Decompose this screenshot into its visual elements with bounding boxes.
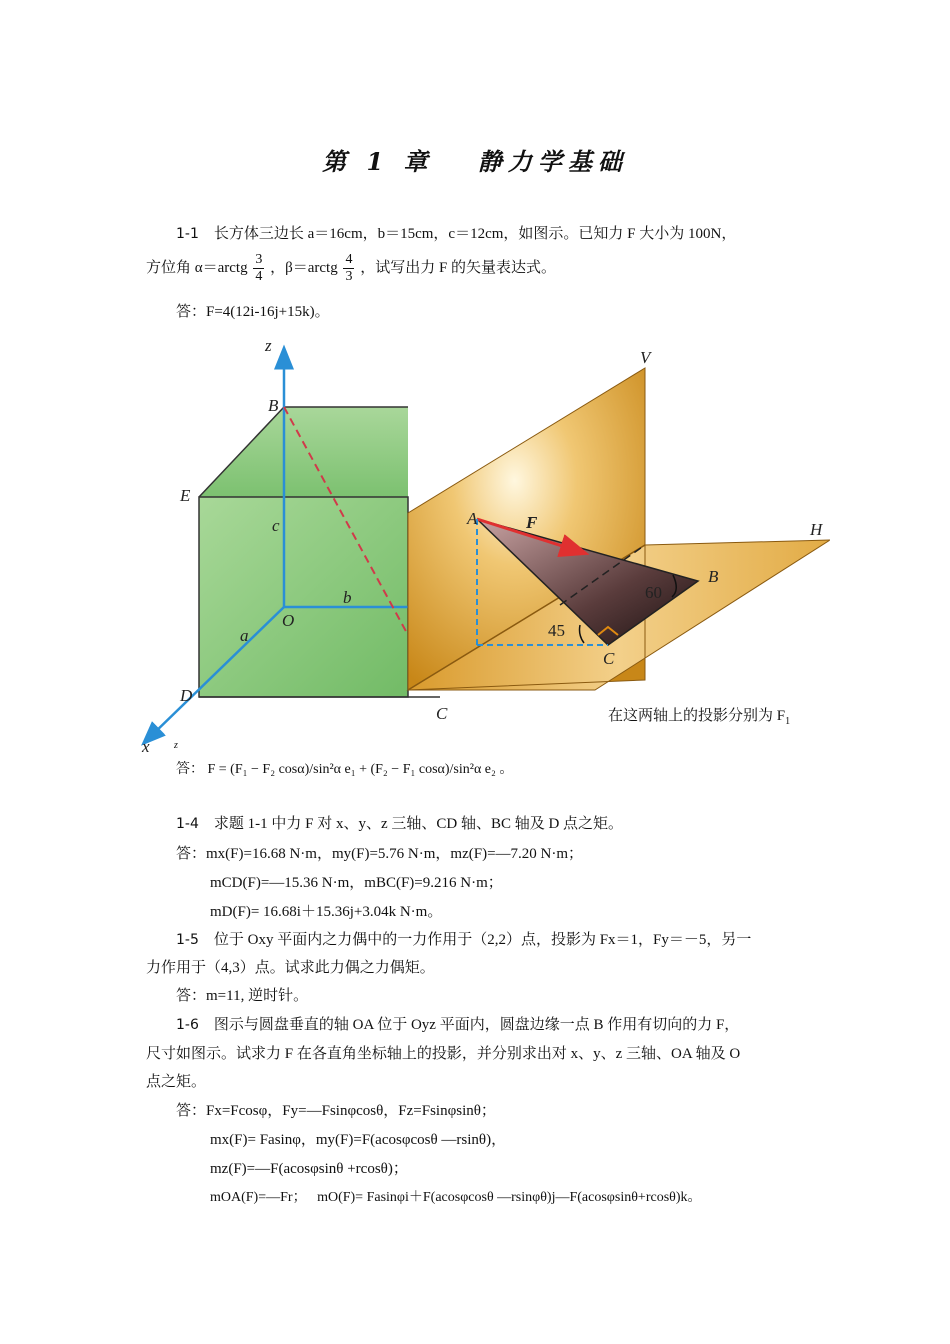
label-c-point: C bbox=[436, 704, 448, 723]
problem-text-b: ，β＝arctg bbox=[270, 259, 338, 276]
problem-text: 求题 1-1 中力 F 对 x、y、z 三轴、CD 轴、BC 轴及 D 点之矩。 bbox=[213, 816, 624, 832]
problem-number: 1-6 bbox=[176, 1017, 199, 1033]
answer-1-4-line3: mD(F)= 16.68i＋15.36j+3.04k N·m。 bbox=[210, 904, 443, 920]
problem-1-6-line3: 点之矩。 bbox=[146, 1074, 207, 1090]
chapter-title: 第 1 章 静力学基础 bbox=[322, 147, 628, 176]
problem-1-1-line1 bbox=[176, 224, 736, 244]
figure-caption-fragment bbox=[608, 706, 790, 732]
label-b-point: B bbox=[268, 396, 279, 415]
caption-text: 在这两轴上的投影分别为 F bbox=[608, 708, 786, 724]
label-45: 45 bbox=[548, 621, 565, 640]
answer-prefix: 答： bbox=[176, 762, 204, 777]
answer-1-3 bbox=[176, 760, 513, 780]
label-c-length: c bbox=[272, 516, 280, 535]
fraction-beta bbox=[343, 252, 354, 285]
stray-z: z bbox=[174, 740, 178, 751]
label-e: E bbox=[180, 486, 191, 505]
problem-text-c: ，试写出力 F 的矢量表达式。 bbox=[360, 259, 557, 276]
problem-number: 1-5 bbox=[176, 932, 199, 948]
problem-1-6-line2: 尺寸如图示。试求力 F 在各直角坐标轴上的投影，并分别求出对 x、y、z 三轴、OA 轴及 O bbox=[146, 1046, 741, 1062]
problem-1-6-line1 bbox=[176, 1015, 739, 1035]
label-c-triangle: C bbox=[603, 649, 615, 668]
fraction-numerator: 4 bbox=[345, 252, 353, 267]
answer-1-6-line2: mx(F)= Fasinφ，my(F)=F(acosφcosθ —rsinθ)， bbox=[210, 1132, 507, 1148]
label-z: z bbox=[265, 336, 272, 355]
answer-1-6-line4: mOA(F)=—Fr； mO(F)= Fasinφi＋F(acosφcosθ —rsinφθ)j—F(acosφsinθ+rcosθ)k。 bbox=[210, 1190, 702, 1205]
label-f: F bbox=[526, 513, 538, 532]
label-b-triangle: B bbox=[708, 567, 719, 586]
label-a-point: A bbox=[467, 509, 478, 528]
problem-1-4 bbox=[176, 814, 623, 834]
caption-subscript: 1 bbox=[785, 716, 791, 727]
box-front-face bbox=[199, 497, 408, 697]
label-b-length: b bbox=[343, 588, 352, 607]
answer-1-6-line3: mz(F)=—F(acosφsinθ +rcosθ)； bbox=[210, 1161, 408, 1177]
answer-formula: F = (F₁ − F₂ cosα)/sin²α e₁ + (F₂ − F₁ cosα)/sin²α e₂ 。 bbox=[207, 762, 514, 777]
answer-1-6-line1: 答：Fx=Fcosφ，Fy=—Fsinφcosθ，Fz=Fsinφsinθ； bbox=[176, 1103, 496, 1119]
label-60: 60 bbox=[645, 583, 662, 602]
problem-number: 1-4 bbox=[176, 816, 199, 832]
box-top-face bbox=[199, 407, 408, 497]
problem-text-a: 方位角 α＝arctg bbox=[146, 259, 248, 276]
label-a-length: a bbox=[240, 626, 249, 645]
problem-1-5-line2: 力作用于（4,3）点。试求此力偶之力偶矩。 bbox=[146, 960, 435, 976]
problem-text: 长方体三边长 a＝16cm，b＝15cm，c＝12cm，如图示。已知力 F 大小为 100N， bbox=[213, 226, 737, 242]
problem-number: 1-1 bbox=[176, 226, 199, 242]
label-o: O bbox=[282, 611, 295, 630]
problem-1-1-line2 bbox=[146, 252, 556, 285]
label-d: D bbox=[180, 686, 193, 705]
label-x: x bbox=[142, 737, 150, 755]
answer-1-4-line1: 答：mx(F)=16.68 N·m，my(F)=5.76 N·m，mz(F)=—7.20 N·m； bbox=[176, 846, 584, 862]
label-v: V bbox=[640, 348, 651, 367]
fraction-numerator: 3 bbox=[255, 252, 263, 267]
problem-1-5-line1 bbox=[176, 930, 751, 950]
problem-text: 图示与圆盘垂直的轴 OA 位于 Oyz 平面内，圆盘边缘一点 B 作用有切向的力 F， bbox=[213, 1017, 740, 1033]
fraction-denominator: 3 bbox=[345, 269, 353, 284]
answer-1-5: 答：m=11, 逆时针。 bbox=[176, 988, 309, 1004]
fraction-alpha bbox=[253, 252, 264, 285]
label-h: H bbox=[810, 520, 823, 539]
figure-box-and-planes bbox=[140, 335, 830, 755]
problem-text: 位于 Oxy 平面内之力偶中的一力作用于（2,2）点，投影为 Fx＝1，Fy＝－5，另一 bbox=[213, 932, 752, 948]
fraction-denominator: 4 bbox=[255, 269, 263, 284]
answer-1-4-line2: mCD(F)=—15.36 N·m，mBC(F)=9.216 N·m； bbox=[210, 875, 503, 891]
problem-1-1-answer: 答：F=4(12i-16j+15k)。 bbox=[176, 304, 330, 320]
